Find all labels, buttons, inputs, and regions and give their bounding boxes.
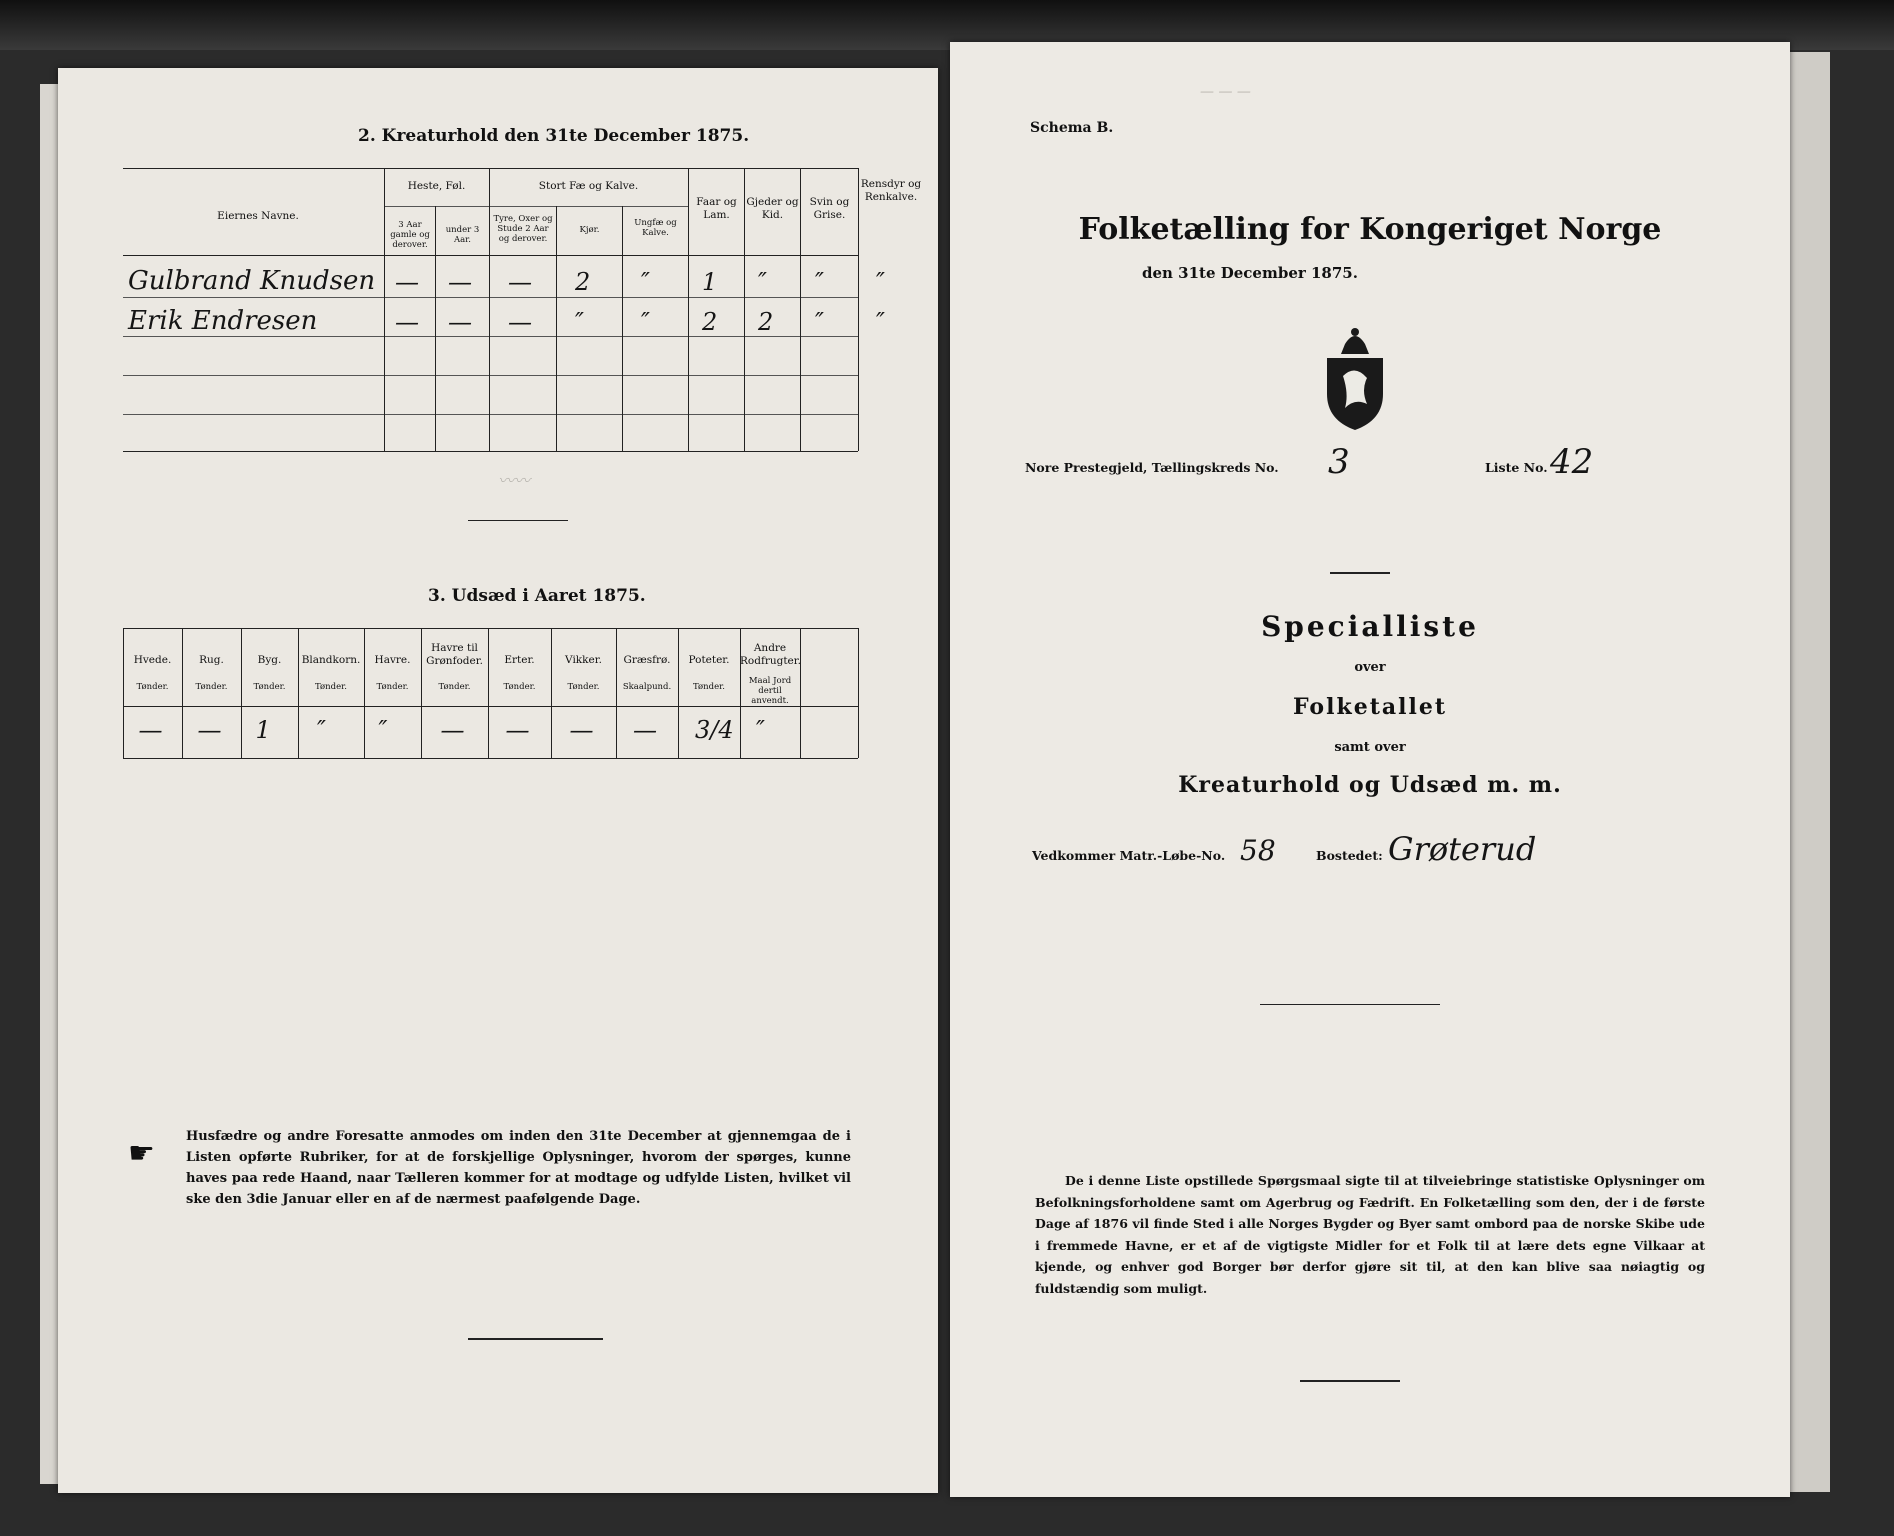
- census-title: Folketælling for Kongeriget Norge: [1078, 212, 1662, 247]
- udsaed-col-line: [678, 628, 679, 758]
- udsaed-cell: —: [440, 716, 465, 744]
- udsaed-col-line: [298, 628, 299, 758]
- prestegjeld-label: Nore Prestegjeld, Tællingskreds No.: [1025, 460, 1279, 475]
- kreatur-row-line: [123, 336, 858, 337]
- udsaed-col-line: [364, 628, 365, 758]
- kreatur-cell: 2: [702, 308, 718, 336]
- kreatur-cell: ″: [575, 308, 584, 336]
- divider: [468, 1338, 603, 1340]
- kreatur-cell: ″: [641, 268, 650, 296]
- left-page: [58, 68, 938, 1493]
- kreatur-table-bottom: [123, 451, 858, 452]
- kreatur-row-line: [123, 297, 858, 298]
- kreatur-cell: ″: [758, 268, 767, 296]
- over-label: over: [1354, 660, 1386, 675]
- kreatur-col-line: [688, 168, 689, 451]
- tellingskreds-no: 3: [1328, 442, 1350, 482]
- udsaed-col-header: Rug.: [199, 654, 224, 666]
- kreatur-cell: ″: [641, 308, 650, 336]
- col-header: 3 Aar gamle og derover.: [390, 220, 430, 250]
- udsaed-col-unit: Tønder.: [376, 682, 409, 692]
- liste-no: 42: [1550, 442, 1594, 482]
- divider: [1330, 572, 1390, 574]
- divider: [1260, 1004, 1440, 1005]
- udsaed-cell: 1: [255, 716, 271, 744]
- coat-of-arms-icon: [1315, 324, 1395, 434]
- kreatur-cell: ″: [815, 268, 824, 296]
- kreatur-cell: —: [395, 268, 419, 296]
- col-header: Faar og Lam.: [696, 196, 737, 221]
- udsaed-col-line: [616, 628, 617, 758]
- kreatur-col-line: [435, 206, 436, 451]
- kreatur-cell: ″: [876, 268, 885, 296]
- kreatur-cell: —: [508, 308, 532, 336]
- udsaed-cell: 3/4: [695, 716, 734, 744]
- udsaed-title: 3. Udsæd i Aaret 1875.: [428, 586, 646, 606]
- samt-over-label: samt over: [1334, 740, 1406, 755]
- kreatur-header-bottom: [123, 255, 858, 256]
- udsaed-col-header: Havre.: [374, 654, 411, 666]
- col-header: under 3 Aar.: [445, 225, 480, 245]
- kreatur-col-line: [858, 168, 859, 451]
- kreatur-col-line: [384, 168, 385, 451]
- kreatur-col-line: [744, 168, 745, 451]
- udsaed-col-header: Erter.: [504, 654, 535, 666]
- kreatur-title: 2. Kreaturhold den 31te December 1875.: [358, 126, 750, 146]
- udsaed-col-line: [241, 628, 242, 758]
- kreatur-cell: —: [448, 268, 472, 296]
- kreatur-cell: 2: [758, 308, 774, 336]
- udsaed-col-line: [488, 628, 489, 758]
- kreatur-col-line: [556, 206, 557, 451]
- udsaed-col-line: [858, 628, 859, 758]
- liste-label: Liste No.: [1485, 460, 1548, 475]
- udsaed-cell: —: [197, 716, 222, 744]
- kreatur-cell: 1: [702, 268, 718, 296]
- kreatur-cell: —: [395, 308, 419, 336]
- census-date: den 31te December 1875.: [1142, 264, 1358, 282]
- udsaed-col-line: [800, 628, 801, 758]
- kreatur-subheader-line: [384, 206, 688, 207]
- col-header: Gjeder og Kid.: [746, 196, 799, 221]
- udsaed-col-unit: Tønder.: [253, 682, 286, 692]
- col-header: Ungfæ og Kalve.: [634, 218, 677, 238]
- kreatur-col-line: [622, 206, 623, 451]
- divider: [468, 520, 568, 521]
- udsaed-col-unit: Tønder.: [693, 682, 725, 692]
- kreatur-table-top: [123, 168, 858, 169]
- udsaed-col-unit: Maal Jord dertil anvendt.: [748, 676, 792, 706]
- pointing-hand-icon: ☛: [128, 1136, 155, 1171]
- udsaed-col-unit: Tønder.: [195, 682, 228, 692]
- kreatur-cell: ″: [815, 308, 824, 336]
- bleed-through: 〰〰: [498, 471, 531, 490]
- udsaed-col-line: [182, 628, 183, 758]
- udsaed-cell: ″: [756, 716, 765, 744]
- owner-name-2: Erik Endresen: [128, 306, 318, 336]
- udsaed-col-header: Hvede.: [133, 654, 172, 666]
- under-sheet-right: [1790, 52, 1830, 1492]
- udsaed-table-top: [123, 628, 858, 629]
- owner-col-header: Eiernes Navne.: [217, 210, 299, 222]
- kreatur-cell: 2: [575, 268, 591, 296]
- kreatur-cell: ″: [876, 308, 885, 336]
- udsaed-cell: —: [569, 716, 594, 744]
- udsaed-col-header: Byg.: [257, 654, 282, 666]
- col-header: Kjør.: [579, 225, 600, 235]
- col-header: Svin og Grise.: [809, 196, 850, 221]
- schema-label: Schema B.: [1030, 120, 1114, 136]
- udsaed-col-unit: Tønder.: [315, 682, 347, 692]
- udsaed-col-unit: Skaalpund.: [622, 682, 672, 692]
- kreaturhold-label: Kreaturhold og Udsæd m. m.: [1178, 772, 1562, 798]
- specialliste-heading: Specialliste: [1261, 610, 1479, 643]
- kreatur-row-line: [123, 414, 858, 415]
- udsaed-cell: —: [505, 716, 530, 744]
- notice-text: Husfædre og andre Foresatte anmodes om inden den 31te December at gjennemgaa de i Listen opførte Rubriker, for at de forskjellige Oplysninger, hvorom der spørges, kunne haves paa rede Haand, naar Tælleren kommer for at modtage og udfylde Listen, hvilket vil ske den 3die Januar eller en af de nærmest paafølgende Dage.: [186, 1129, 851, 1207]
- right-page: [950, 42, 1790, 1497]
- udsaed-cell: ″: [317, 716, 326, 744]
- udsaed-col-header: Havre til Grønfoder.: [426, 642, 483, 667]
- kreatur-col-line: [800, 168, 801, 451]
- udsaed-col-header: Blandkorn.: [301, 654, 361, 666]
- udsaed-col-header: Græsfrø.: [623, 654, 671, 666]
- heste-group-header: Heste, Føl.: [407, 180, 466, 192]
- col-header: Tyre, Oxer og Stude 2 Aar og derover.: [493, 214, 553, 244]
- udsaed-col-header: Vikker.: [565, 654, 602, 666]
- udsaed-col-unit: Tønder.: [136, 682, 169, 692]
- owner-name-1: Gulbrand Knudsen: [128, 266, 376, 296]
- kreatur-cell: —: [448, 308, 472, 336]
- udsaed-col-header: Andre Rodfrugter.: [740, 642, 801, 667]
- udsaed-col-line: [551, 628, 552, 758]
- udsaed-cell: —: [633, 716, 657, 744]
- divider: [1300, 1380, 1400, 1382]
- udsaed-cell: —: [138, 716, 163, 744]
- folketallet-label: Folketallet: [1293, 694, 1447, 720]
- bosted-value: Grøterud: [1388, 830, 1537, 868]
- udsaed-cell: ″: [378, 716, 388, 744]
- udsaed-header-bottom: [123, 706, 858, 707]
- udsaed-col-line: [123, 628, 124, 758]
- kreatur-col-line: [489, 168, 490, 451]
- udsaed-col-header: Poteter.: [688, 654, 730, 666]
- udsaed-col-unit: Tønder.: [438, 682, 471, 692]
- udsaed-table-bottom: [123, 758, 858, 759]
- matr-no: 58: [1240, 834, 1276, 867]
- bosted-label: Bostedet:: [1316, 848, 1383, 863]
- matr-label: Vedkommer Matr.-Løbe-No.: [1032, 848, 1226, 863]
- storfae-group-header: Stort Fæ og Kalve.: [538, 180, 639, 192]
- bleed-through: — — —: [1200, 84, 1251, 100]
- udsaed-col-unit: Tønder.: [503, 682, 536, 692]
- col-header: Rensdyr og Renkalve.: [860, 178, 922, 203]
- explanatory-paragraph: De i denne Liste opstillede Spørgsmaal sigte til at tilveiebringe statistiske Oplysninger om Befolkningsforholdene samt om Agerbrug og Fædrift. En Folketælling som den, der i de første Dage af 1876 vil finde Sted i alle Norges Bygder og Byer samt ombord paa de norske Skibe ude i fremmede Havne, er et af de vigtigste Midler for et Folk til at lære dets egne Vilkaar at kjende, og enhver god Borger bør derfor gjøre sit til, at den kan blive saa nøiagtig og fuldstændig som muligt.: [1035, 1173, 1705, 1296]
- udsaed-col-unit: Tønder.: [567, 682, 600, 692]
- kreatur-cell: —: [508, 268, 532, 296]
- kreatur-row-line: [123, 375, 858, 376]
